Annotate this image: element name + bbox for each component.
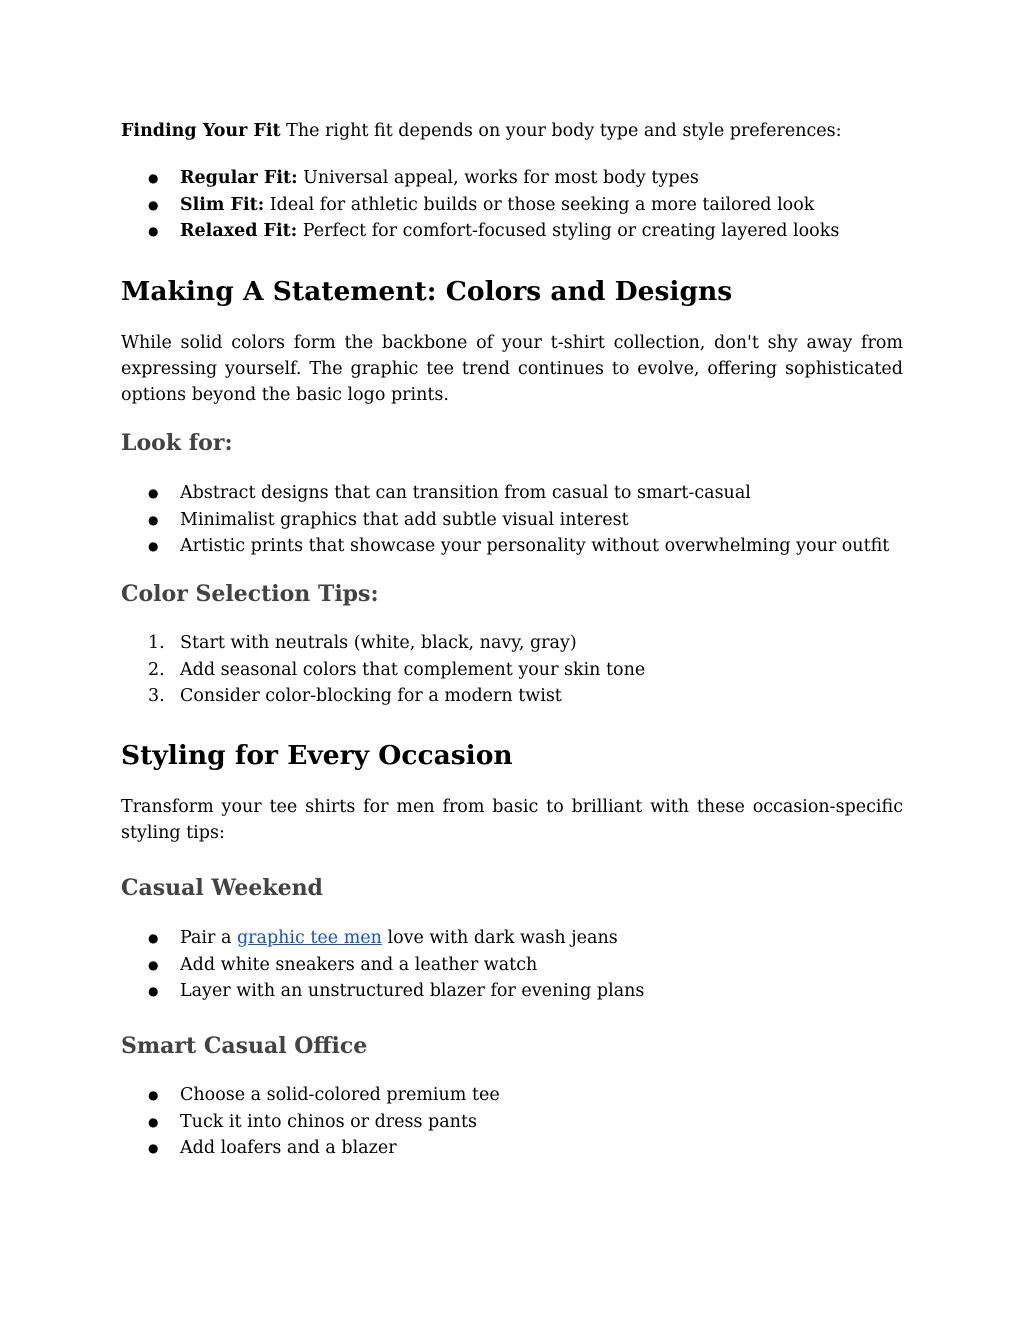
bullet-icon: ● (148, 957, 159, 972)
list-item-text: Start with neutrals (white, black, navy, gray) (180, 633, 577, 653)
bullet-icon: ● (148, 1088, 159, 1102)
bullet-icon: ● (148, 1141, 159, 1156)
intro-text: The right fit depends on your body type and style preferences: (280, 121, 842, 141)
casual-weekend-list (121, 925, 903, 1005)
color-tips-heading: Color Selection Tips: (121, 581, 379, 607)
fit-label: Regular Fit: (180, 168, 298, 188)
list-item-text: Add white sneakers and a leather watch (180, 954, 538, 975)
list-item (121, 480, 903, 507)
fit-list (121, 165, 903, 245)
intro-label: Finding Your Fit (121, 121, 281, 141)
list-item (121, 1082, 903, 1109)
list-number: 2. (148, 659, 165, 680)
list-item (121, 1135, 903, 1162)
list-item (121, 683, 903, 710)
list-item (121, 978, 903, 1005)
smart-casual-office-list (121, 1082, 903, 1162)
section2-paragraph: Transform your tee shirts for men from basic to brilliant with these occasion-specific styling tips: (121, 797, 903, 843)
graphic-tee-men-link[interactable]: graphic tee men (236, 928, 382, 948)
section-heading-styling: Styling for Every Occasion (121, 740, 513, 771)
list-item-text: Layer with an unstructured blazer for evening plans (180, 981, 645, 1002)
list-item (121, 925, 903, 952)
bullet-icon: ● (148, 512, 159, 527)
look-for-list (121, 480, 903, 560)
section-heading-colors-designs: Making A Statement: Colors and Designs (121, 276, 733, 307)
bullet-icon: ● (148, 171, 159, 185)
fit-text: Ideal for athletic builds or those seeking a more tailored look (264, 194, 815, 215)
list-item (121, 218, 903, 245)
casual-weekend-heading: Casual Weekend (121, 875, 323, 901)
list-item-text: Add loafers and a blazer (180, 1138, 397, 1159)
fit-text: Perfect for comfort-focused styling or creating layered looks (297, 221, 840, 242)
look-for-heading: Look for: (121, 430, 233, 456)
list-item (121, 657, 903, 684)
intro-paragraph (121, 118, 903, 144)
section1-paragraph: While solid colors form the backbone of your t-shirt collection, don't shy away from expressing yourself. The graphic tee trend continues to evolve, offering sophisticated options beyond the basic logo prints. (121, 333, 903, 405)
list-item-text: Abstract designs that can transition from casual to smart-casual (180, 483, 751, 503)
list-item-text-before: Pair a (180, 928, 237, 948)
list-item-text: Choose a solid-colored premium tee (180, 1085, 500, 1105)
list-item (121, 952, 903, 979)
list-item (121, 165, 903, 192)
list-item-text-after: love with dark wash jeans (381, 928, 618, 948)
bullet-icon: ● (148, 224, 159, 239)
list-item (121, 533, 903, 560)
bullet-icon: ● (148, 539, 159, 554)
bullet-icon: ● (148, 1114, 159, 1129)
fit-label: Relaxed Fit: (180, 221, 298, 242)
list-number: 1. (148, 633, 165, 653)
list-item-text: Tuck it into chinos or dress pants (180, 1111, 477, 1132)
list-item-text: Minimalist graphics that add subtle visual interest (180, 509, 629, 530)
list-item-text: Consider color-blocking for a modern twist (180, 686, 562, 707)
fit-text: Universal appeal, works for most body types (297, 168, 699, 188)
smart-casual-office-heading: Smart Casual Office (121, 1033, 368, 1059)
list-item-text: Artistic prints that showcase your personality without overwhelming your outfit (180, 536, 890, 557)
list-item (121, 192, 903, 219)
list-item (121, 630, 903, 657)
list-item (121, 1109, 903, 1136)
list-item (121, 507, 903, 534)
bullet-icon: ● (148, 984, 159, 999)
list-number: 3. (148, 686, 165, 707)
list-item-text: Add seasonal colors that complement your skin tone (180, 659, 646, 680)
fit-label: Slim Fit: (180, 194, 265, 215)
bullet-icon: ● (148, 197, 159, 212)
bullet-icon: ● (148, 486, 159, 500)
bullet-icon: ● (148, 931, 159, 945)
color-tips-list (121, 630, 903, 710)
